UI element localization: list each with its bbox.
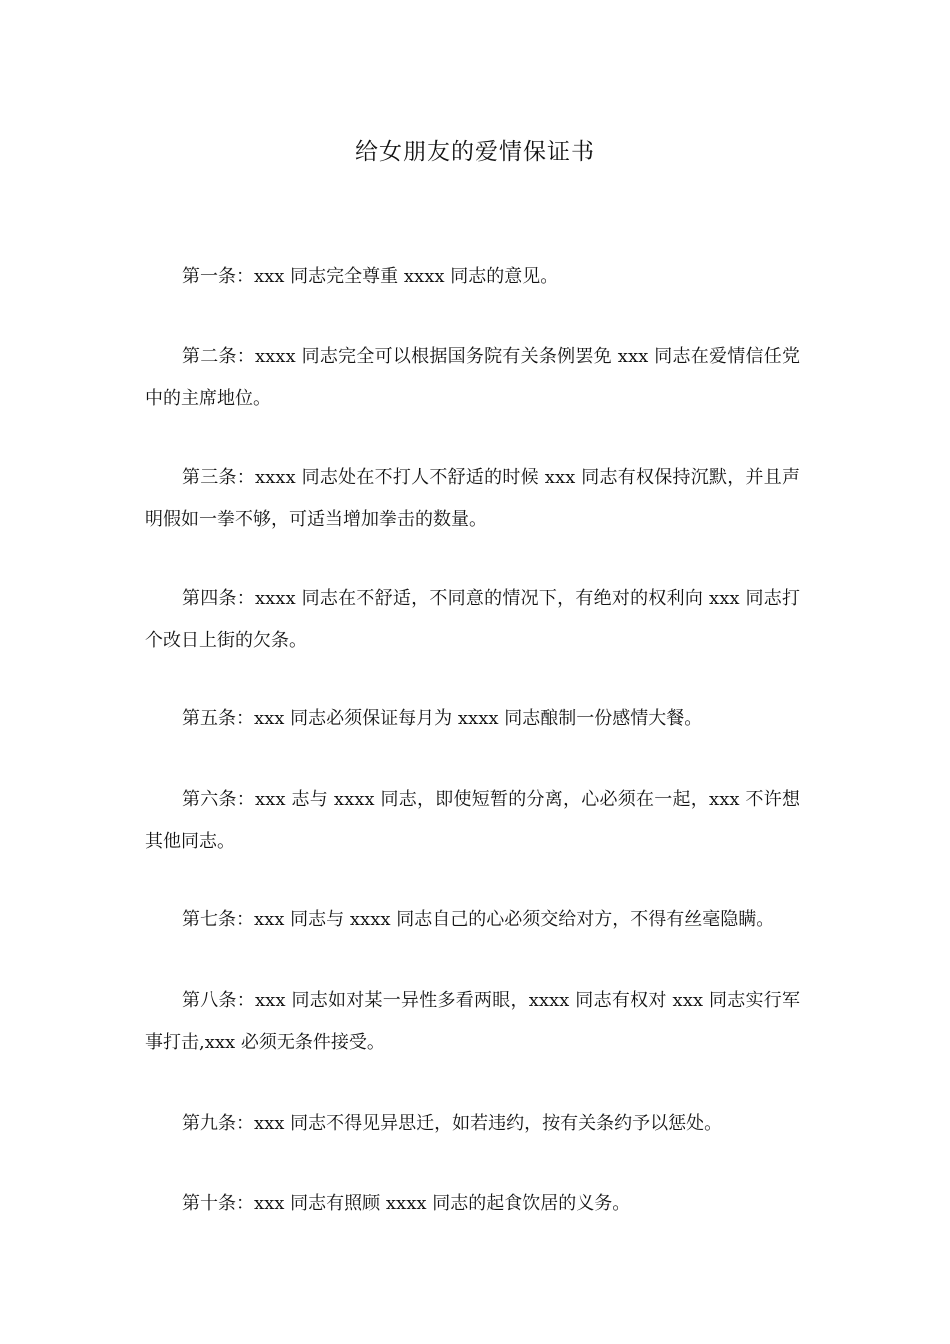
clause-6: 第六条：xxx 志与 xxxx 同志，即使短暂的分离，心必须在一起，xxx 不许想其他同志。 — [145, 789, 800, 852]
clause-3: 第三条：xxxx 同志处在不打人不舒适的时候 xxx 同志有权保持沉默，并且声明假如一拳不够，可适当增加拳击的数量。 — [145, 467, 800, 530]
clause-1: 第一条：xxx 同志完全尊重 xxxx 同志的意见。 — [182, 266, 559, 287]
clause-7: 第七条：xxx 同志与 xxxx 同志自己的心必须交给对方，不得有丝毫隐瞒。 — [182, 909, 775, 930]
clause-5: 第五条：xxx 同志必须保证每月为 xxxx 同志酿制一份感情大餐。 — [182, 708, 703, 729]
clause-2: 第二条：xxxx 同志完全可以根据国务院有关条例罢免 xxx 同志在爱情信任党中的主席地位。 — [145, 346, 800, 409]
clause-8: 第八条：xxx 同志如对某一异性多看两眼，xxxx 同志有权对 xxx 同志实行军事打击,xxx 必须无条件接受。 — [145, 990, 800, 1053]
clause-4: 第四条：xxxx 同志在不舒适，不同意的情况下，有绝对的权利向 xxx 同志打个改日上街的欠条。 — [145, 588, 800, 651]
clause-10: 第十条：xxx 同志有照顾 xxxx 同志的起食饮居的义务。 — [182, 1193, 631, 1214]
document-title: 给女朋友的爱情保证书 — [355, 139, 595, 165]
clause-9: 第九条：xxx 同志不得见异思迁，如若违约，按有关条约予以惩处。 — [182, 1113, 723, 1134]
